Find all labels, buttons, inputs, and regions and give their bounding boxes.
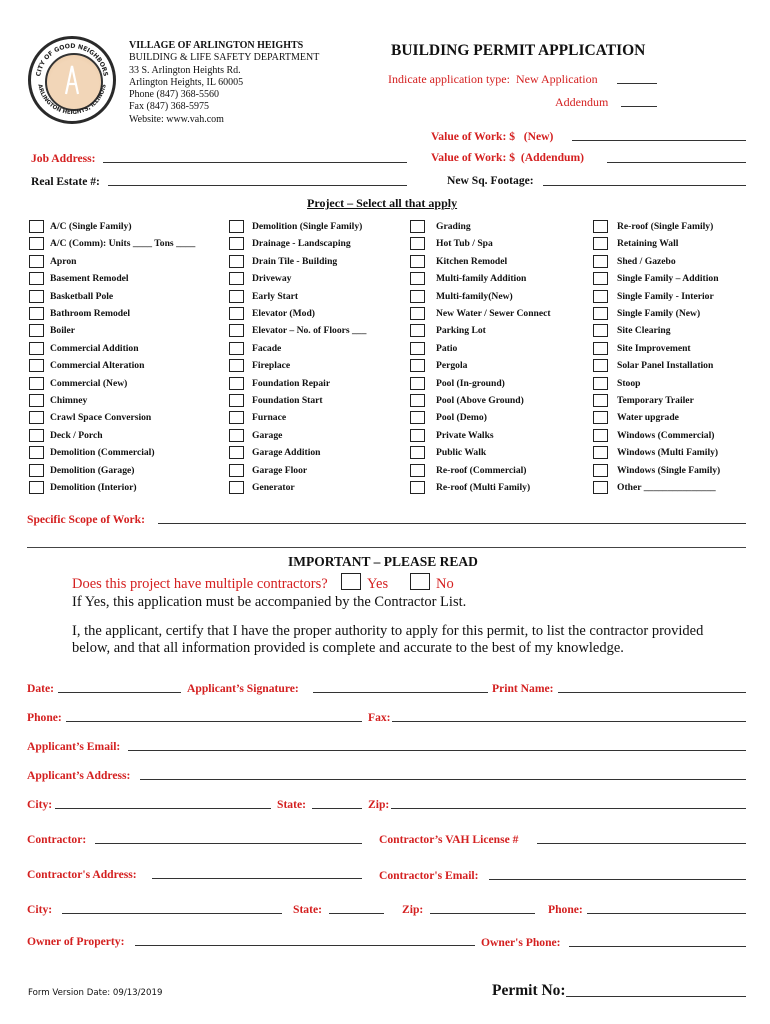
project-option-label: Fireplace xyxy=(252,360,291,372)
project-option-label: Deck / Porch xyxy=(50,429,103,441)
project-option-label: Elevator (Mod) xyxy=(252,308,315,319)
important-heading: IMPORTANT – PLEASE READ xyxy=(288,554,478,569)
project-checkbox[interactable] xyxy=(593,464,608,477)
city2-label: City: xyxy=(27,903,53,916)
project-option-label: Single Family - Interior xyxy=(617,290,714,302)
project-checkbox[interactable] xyxy=(229,464,244,477)
project-option-label: Re-roof (Commercial) xyxy=(436,464,527,476)
scope-field[interactable] xyxy=(158,523,746,524)
project-checkbox[interactable] xyxy=(229,220,244,233)
project-option-label: Site Improvement xyxy=(617,342,691,354)
job-address-label: Job Address: xyxy=(31,152,96,165)
project-option-label: Temporary Trailer xyxy=(617,395,694,406)
project-checkbox[interactable] xyxy=(29,255,44,268)
project-checkbox[interactable] xyxy=(410,272,425,285)
project-checkbox[interactable] xyxy=(410,237,425,250)
project-checkbox[interactable] xyxy=(29,446,44,459)
address-field[interactable] xyxy=(140,779,746,780)
project-checkbox[interactable] xyxy=(229,237,244,250)
project-checkbox[interactable] xyxy=(229,272,244,285)
app-type-label: Indicate application type: New Application xyxy=(388,72,598,86)
project-checkbox[interactable] xyxy=(29,307,44,320)
project-option-label: Foundation Repair xyxy=(252,377,331,389)
project-checkbox[interactable] xyxy=(593,290,608,303)
project-checkbox[interactable] xyxy=(29,290,44,303)
project-checkbox[interactable] xyxy=(410,464,425,477)
project-checkbox[interactable] xyxy=(410,429,425,442)
project-option-label: Stoop xyxy=(617,377,641,389)
seal-ring-text xyxy=(28,36,116,124)
project-option-label: Facade xyxy=(252,342,282,354)
project-checkbox[interactable] xyxy=(593,394,608,407)
project-option-label: Windows (Commercial) xyxy=(617,429,715,441)
project-checkbox[interactable] xyxy=(29,411,44,424)
state-label: State: xyxy=(277,798,306,811)
project-option-label: Drain Tile - Building xyxy=(252,255,338,267)
project-checkbox[interactable] xyxy=(229,342,244,355)
project-checkbox[interactable] xyxy=(29,481,44,494)
project-checkbox[interactable] xyxy=(410,481,425,494)
vah-license-label: Contractor’s VAH License # xyxy=(379,833,519,846)
fax-field[interactable] xyxy=(392,721,746,722)
department-info xyxy=(129,40,319,126)
project-checkbox[interactable] xyxy=(593,237,608,250)
contractor-email-label: Contractor's Email: xyxy=(379,869,479,882)
vah-license-field[interactable] xyxy=(537,843,746,844)
zip-label: Zip: xyxy=(368,798,390,811)
phone-field[interactable] xyxy=(66,721,362,722)
signature-field[interactable] xyxy=(313,692,488,693)
project-checkbox[interactable] xyxy=(593,255,608,268)
city-field[interactable] xyxy=(55,808,271,809)
project-checkbox[interactable] xyxy=(410,307,425,320)
no-checkbox[interactable] xyxy=(410,573,430,590)
contractor-field[interactable] xyxy=(95,843,362,844)
project-checkbox[interactable] xyxy=(593,342,608,355)
project-checkbox[interactable] xyxy=(410,377,425,390)
city-address: Arlington Heights, IL 60005 xyxy=(129,76,244,88)
project-checkbox[interactable] xyxy=(29,342,44,355)
project-checkbox[interactable] xyxy=(593,307,608,320)
contractor-list-note: If Yes, this application must be accompanied by the Contractor List. xyxy=(72,594,467,610)
address-label: Applicant’s Address: xyxy=(27,769,131,782)
project-heading: Project – Select all that apply xyxy=(307,196,458,210)
project-option-label: Commercial Alteration xyxy=(50,360,145,372)
signature-label: Applicant’s Signature: xyxy=(187,682,299,695)
project-option-label: Demolition (Interior) xyxy=(50,482,137,493)
project-option-label: Shed / Gazebo xyxy=(617,255,676,267)
project-option-label: Bathroom Remodel xyxy=(50,308,131,319)
print-name-field[interactable] xyxy=(558,692,746,693)
project-option-label: Commercial (New) xyxy=(50,377,128,389)
project-checkbox[interactable] xyxy=(593,220,608,233)
project-option-label: Basement Remodel xyxy=(50,273,129,285)
project-option-label: Crawl Space Conversion xyxy=(50,412,152,424)
project-option-label: Garage Floor xyxy=(252,464,308,476)
project-checkbox[interactable] xyxy=(410,342,425,355)
owner-phone-field[interactable] xyxy=(569,946,746,947)
scope-field-line-2[interactable] xyxy=(27,547,746,548)
project-option-label: Private Walks xyxy=(436,429,494,441)
project-option-label: Garage xyxy=(252,429,283,441)
project-option-label: New Water / Sewer Connect xyxy=(436,308,551,319)
dept-website: Website: www.vah.com xyxy=(129,113,224,125)
project-checkbox[interactable] xyxy=(593,377,608,390)
form-version-date: Form Version Date: 09/13/2019 xyxy=(28,988,163,998)
project-option-label: Site Clearing xyxy=(617,325,671,337)
phone2-field[interactable] xyxy=(587,913,746,914)
date-field[interactable] xyxy=(58,692,181,693)
project-option-label: Re-roof (Multi Family) xyxy=(436,482,531,493)
project-option-label: Pergola xyxy=(436,360,468,372)
phone-label: Phone: xyxy=(27,711,62,724)
city2-field[interactable] xyxy=(62,913,282,914)
zip2-field[interactable] xyxy=(430,913,535,914)
village-seal-logo xyxy=(28,36,116,124)
project-option-label: Generator xyxy=(252,482,295,493)
certification-line-1: I, the applicant, certify that I have the proper authority to apply for this permit, to list the contractor provided xyxy=(72,623,704,639)
project-option-label: Kitchen Remodel xyxy=(436,255,508,267)
phone2-label: Phone: xyxy=(548,903,583,916)
project-checkbox[interactable] xyxy=(229,446,244,459)
state2-label: State: xyxy=(293,903,322,916)
project-checkbox[interactable] xyxy=(410,255,425,268)
project-option-label: Elevator – No. of Floors ___ xyxy=(252,325,367,337)
zip-field[interactable] xyxy=(391,808,746,809)
project-checkbox[interactable] xyxy=(29,464,44,477)
project-checkbox[interactable] xyxy=(593,324,608,337)
zip2-label: Zip: xyxy=(402,903,424,916)
project-checkbox[interactable] xyxy=(29,237,44,250)
project-checkbox[interactable] xyxy=(229,324,244,337)
project-option-label: Hot Tub / Spa xyxy=(436,238,493,250)
project-checkbox[interactable] xyxy=(229,307,244,320)
project-option-label: Drainage - Landscaping xyxy=(252,238,351,250)
contractor-label: Contractor: xyxy=(27,833,87,846)
project-option-label: Multi-family(New) xyxy=(436,290,513,302)
project-checkbox[interactable] xyxy=(229,481,244,494)
project-checkbox[interactable] xyxy=(593,359,608,372)
real-estate-label: Real Estate #: xyxy=(31,175,100,188)
project-option-label: Pool (In-ground) xyxy=(436,377,505,389)
project-checkbox[interactable] xyxy=(593,481,608,494)
dept-fax: Fax (847) 368-5975 xyxy=(129,101,209,113)
sq-footage-field[interactable] xyxy=(543,185,746,186)
owner-field[interactable] xyxy=(135,945,475,946)
job-address-field[interactable] xyxy=(103,162,407,163)
svg-text:ARLINGTON HEIGHTS, ILLINOIS: ARLINGTON HEIGHTS, ILLINOIS xyxy=(36,83,108,117)
project-checkbox[interactable] xyxy=(229,394,244,407)
project-option-label: Driveway xyxy=(252,273,292,285)
state2-field[interactable] xyxy=(329,913,384,914)
email-label: Applicant’s Email: xyxy=(27,740,121,753)
project-option-label: Demolition (Commercial) xyxy=(50,447,155,459)
project-checkbox[interactable] xyxy=(410,359,425,372)
project-option-label: Chimney xyxy=(50,395,88,406)
project-checkbox[interactable] xyxy=(29,377,44,390)
permit-no-field[interactable] xyxy=(566,996,746,997)
svg-text:CITY OF GOOD NEIGHBORS: CITY OF GOOD NEIGHBORS xyxy=(35,42,109,77)
project-option-label: Windows (Single Family) xyxy=(617,464,721,476)
project-option-label: Single Family (New) xyxy=(617,308,701,319)
contractor-email-field[interactable] xyxy=(489,879,746,880)
project-checkbox[interactable] xyxy=(29,272,44,285)
project-checkbox[interactable] xyxy=(29,324,44,337)
project-option-label: A/C (Single Family) xyxy=(50,221,132,232)
project-option-label: Early Start xyxy=(252,290,299,302)
date-label: Date: xyxy=(27,682,55,695)
project-option-label: Pool (Above Ground) xyxy=(436,395,524,406)
sq-footage-label: New Sq. Footage: xyxy=(447,174,534,187)
project-option-label: Demolition (Single Family) xyxy=(252,221,363,232)
project-option-label: Basketball Pole xyxy=(50,290,114,302)
project-option-label: Patio xyxy=(436,342,458,354)
project-option-label: Foundation Start xyxy=(252,395,323,406)
project-option-label: Single Family – Addition xyxy=(617,273,719,285)
addendum-label: Addendum xyxy=(555,95,609,109)
project-checkbox[interactable] xyxy=(229,290,244,303)
contractor-address-field[interactable] xyxy=(152,878,362,879)
permit-no-label: Permit No: xyxy=(492,982,566,999)
project-option-label: Windows (Multi Family) xyxy=(617,447,719,459)
state-field[interactable] xyxy=(312,808,362,809)
dept-phone: Phone (847) 368-5560 xyxy=(129,89,219,101)
project-option-label: Public Walk xyxy=(436,447,487,459)
form-title: BUILDING PERMIT APPLICATION xyxy=(391,42,646,59)
yes-label: Yes xyxy=(367,576,389,592)
new-application-blank[interactable] xyxy=(617,83,657,84)
certification-line-2: below, and that all information provided is complete and accurate to the best of my knowledge. xyxy=(72,640,624,656)
project-checkbox[interactable] xyxy=(410,446,425,459)
project-checkbox[interactable] xyxy=(229,255,244,268)
scope-label: Specific Scope of Work: xyxy=(27,513,145,526)
project-checkbox[interactable] xyxy=(29,429,44,442)
multiple-contractors-question: Does this project have multiple contractors? xyxy=(72,576,328,592)
project-checkbox[interactable] xyxy=(410,411,425,424)
project-checkbox[interactable] xyxy=(29,359,44,372)
project-checkbox[interactable] xyxy=(593,429,608,442)
value-work-add-label: Value of Work: $ (Addendum) xyxy=(431,151,585,164)
project-checkbox[interactable] xyxy=(229,359,244,372)
project-option-label: Commercial Addition xyxy=(50,342,139,354)
project-option-label: Apron xyxy=(50,255,77,267)
project-checkbox[interactable] xyxy=(410,290,425,303)
project-option-label: Grading xyxy=(436,221,471,232)
project-checkbox[interactable] xyxy=(410,220,425,233)
project-checkbox[interactable] xyxy=(593,272,608,285)
project-option-label: Garage Addition xyxy=(252,447,321,459)
project-checkbox[interactable] xyxy=(593,446,608,459)
project-option-label: A/C (Comm): Units ____ Tons ____ xyxy=(50,238,196,250)
org-name: VILLAGE OF ARLINGTON HEIGHTS xyxy=(129,40,304,51)
addendum-blank[interactable] xyxy=(621,106,657,107)
print-name-label: Print Name: xyxy=(492,682,554,695)
project-checkbox[interactable] xyxy=(29,220,44,233)
project-checkbox[interactable] xyxy=(410,394,425,407)
owner-phone-label: Owner's Phone: xyxy=(481,936,561,949)
value-work-new-label: Value of Work: $ (New) xyxy=(431,130,554,143)
project-option-label: Retaining Wall xyxy=(617,238,679,250)
dept-name: BUILDING & LIFE SAFETY DEPARTMENT xyxy=(129,52,320,64)
project-option-label: Other _______________ xyxy=(617,482,716,493)
owner-label: Owner of Property: xyxy=(27,935,125,948)
project-option-label: Water upgrade xyxy=(617,412,679,424)
email-field[interactable] xyxy=(128,750,746,751)
project-option-label: Parking Lot xyxy=(436,325,486,337)
project-option-label: Demolition (Garage) xyxy=(50,464,135,476)
value-work-new-field[interactable] xyxy=(572,140,746,141)
project-option-label: Multi-family Addition xyxy=(436,273,527,285)
project-option-label: Pool (Demo) xyxy=(436,412,487,424)
project-checkbox[interactable] xyxy=(229,377,244,390)
project-option-label: Boiler xyxy=(50,325,76,337)
project-checkbox[interactable] xyxy=(229,429,244,442)
project-checkbox[interactable] xyxy=(29,394,44,407)
city-label: City: xyxy=(27,798,53,811)
yes-checkbox[interactable] xyxy=(341,573,361,590)
project-checkbox[interactable] xyxy=(593,411,608,424)
contractor-address-label: Contractor's Address: xyxy=(27,868,137,881)
project-checkbox[interactable] xyxy=(410,324,425,337)
no-label: No xyxy=(436,576,454,592)
fax-label: Fax: xyxy=(368,711,391,724)
project-option-label: Furnace xyxy=(252,412,287,424)
project-option-label: Re-roof (Single Family) xyxy=(617,221,714,232)
real-estate-field[interactable] xyxy=(108,185,407,186)
value-work-add-field[interactable] xyxy=(607,162,746,163)
street-address: 33 S. Arlington Heights Rd. xyxy=(129,64,241,76)
project-option-label: Solar Panel Installation xyxy=(617,360,714,372)
project-checkbox[interactable] xyxy=(229,411,244,424)
